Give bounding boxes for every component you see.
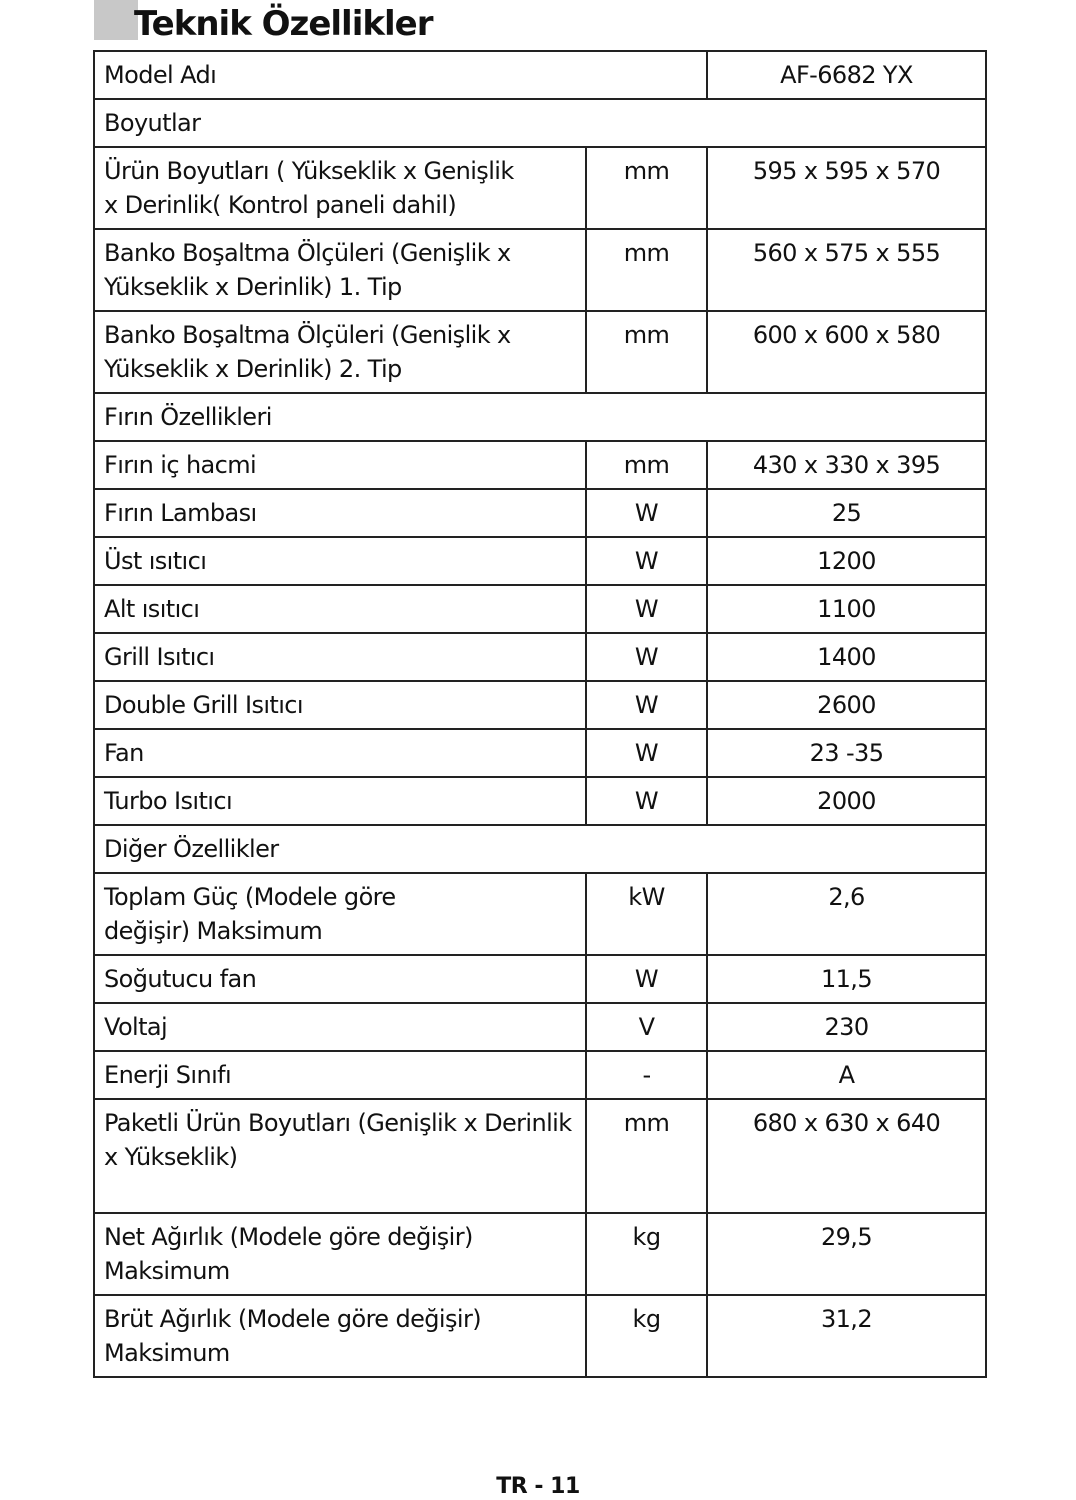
row-label: Soğutucu fan xyxy=(94,955,586,1003)
table-row xyxy=(94,955,986,1003)
title-accent-block xyxy=(94,0,138,40)
row-value: 230 xyxy=(707,1003,986,1051)
table-row xyxy=(94,777,986,825)
row-label: Grill Isıtıcı xyxy=(94,633,586,681)
row-value: 600 x 600 x 580 xyxy=(707,311,986,393)
row-value: A xyxy=(707,1051,986,1099)
row-unit: W xyxy=(586,729,707,777)
row-unit: V xyxy=(586,1003,707,1051)
table-row-model xyxy=(94,51,986,99)
row-label: Turbo Isıtıcı xyxy=(94,777,586,825)
table-row xyxy=(94,1051,986,1099)
row-label: Banko Boşaltma Ölçüleri (Genişlik x Yükseklik x Derinlik) 1. Tip xyxy=(94,229,586,311)
row-unit: mm xyxy=(586,1099,707,1213)
section-title: Boyutlar xyxy=(94,99,986,147)
row-value: 595 x 595 x 570 xyxy=(707,147,986,229)
row-label: Banko Boşaltma Ölçüleri (Genişlik x Yükseklik x Derinlik) 2. Tip xyxy=(94,311,586,393)
section-row-oven xyxy=(94,393,986,441)
row-label: Toplam Güç (Modele göre değişir) Maksimum xyxy=(94,873,586,955)
row-value: 680 x 630 x 640 xyxy=(707,1099,986,1213)
row-value: 25 xyxy=(707,489,986,537)
table-row xyxy=(94,681,986,729)
row-value: 430 x 330 x 395 xyxy=(707,441,986,489)
row-unit: - xyxy=(586,1051,707,1099)
row-unit: kg xyxy=(586,1295,707,1377)
table-row xyxy=(94,633,986,681)
row-unit: W xyxy=(586,633,707,681)
row-label: Fırın Lambası xyxy=(94,489,586,537)
row-label: Enerji Sınıfı xyxy=(94,1051,586,1099)
row-value: 1200 xyxy=(707,537,986,585)
row-label: Brüt Ağırlık (Modele göre değişir) Maksimum xyxy=(94,1295,586,1377)
table-row xyxy=(94,1295,986,1377)
row-label: Ürün Boyutları ( Yükseklik x Genişlik x Derinlik( Kontrol paneli dahil) xyxy=(94,147,586,229)
table-row xyxy=(94,441,986,489)
row-unit: W xyxy=(586,585,707,633)
table-row xyxy=(94,229,986,311)
section-title: Diğer Özellikler xyxy=(94,825,986,873)
row-unit: mm xyxy=(586,441,707,489)
row-unit: W xyxy=(586,537,707,585)
row-unit: W xyxy=(586,955,707,1003)
row-label: Fan xyxy=(94,729,586,777)
page-number: TR - 11 xyxy=(496,1474,580,1499)
row-label: Double Grill Isıtıcı xyxy=(94,681,586,729)
row-value: 31,2 xyxy=(707,1295,986,1377)
row-unit: kW xyxy=(586,873,707,955)
row-unit: W xyxy=(586,681,707,729)
page-title: Teknik Özellikler xyxy=(134,4,433,44)
section-row-dimensions xyxy=(94,99,986,147)
row-value: 1400 xyxy=(707,633,986,681)
table-row xyxy=(94,1003,986,1051)
row-value: 2600 xyxy=(707,681,986,729)
table-row xyxy=(94,729,986,777)
row-value: 2000 xyxy=(707,777,986,825)
row-unit: mm xyxy=(586,147,707,229)
table-row xyxy=(94,489,986,537)
row-label: Alt ısıtıcı xyxy=(94,585,586,633)
row-value: 560 x 575 x 555 xyxy=(707,229,986,311)
table-row xyxy=(94,585,986,633)
row-value: 1100 xyxy=(707,585,986,633)
row-unit: mm xyxy=(586,229,707,311)
row-label: Üst ısıtıcı xyxy=(94,537,586,585)
row-label: Fırın iç hacmi xyxy=(94,441,586,489)
model-label: Model Adı xyxy=(94,51,707,99)
row-value: 23 -35 xyxy=(707,729,986,777)
row-unit: W xyxy=(586,489,707,537)
table-row xyxy=(94,1213,986,1295)
row-unit: W xyxy=(586,777,707,825)
row-label: Paketli Ürün Boyutları (Genişlik x Derinlik x Yükseklik) xyxy=(94,1099,586,1213)
table-row xyxy=(94,1099,986,1213)
table-row xyxy=(94,873,986,955)
table-row xyxy=(94,147,986,229)
spec-table xyxy=(93,50,987,1378)
row-value: 2,6 xyxy=(707,873,986,955)
row-unit: mm xyxy=(586,311,707,393)
row-value: 11,5 xyxy=(707,955,986,1003)
row-label: Voltaj xyxy=(94,1003,586,1051)
section-title: Fırın Özellikleri xyxy=(94,393,986,441)
table-row xyxy=(94,311,986,393)
table-row xyxy=(94,537,986,585)
row-label: Net Ağırlık (Modele göre değişir) Maksimum xyxy=(94,1213,586,1295)
section-row-other xyxy=(94,825,986,873)
row-value: 29,5 xyxy=(707,1213,986,1295)
row-unit: kg xyxy=(586,1213,707,1295)
model-value: AF-6682 YX xyxy=(707,51,986,99)
